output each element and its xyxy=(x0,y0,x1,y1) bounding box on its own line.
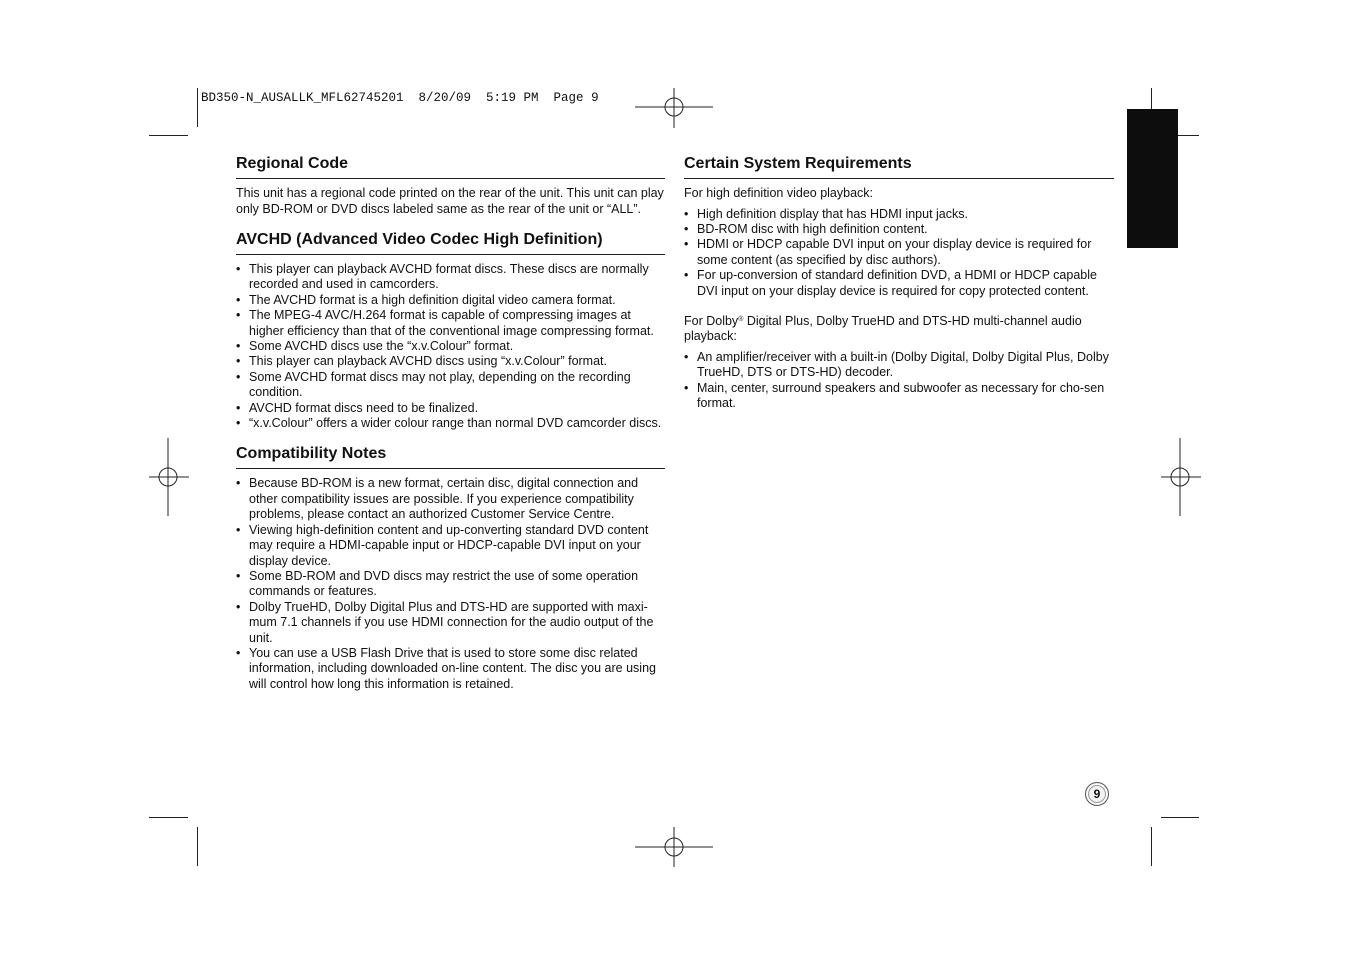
crop-mark-bottom-right-horizontal xyxy=(1161,817,1199,818)
registration-mark-right-icon xyxy=(1161,438,1201,516)
list-item: • Because BD-ROM is a new format, certain disc, digital connection and other compatibility issues are possible. If you experience compatibility problems, please contact an authorized Customer Service Centre. xyxy=(236,476,665,522)
page-number: 9 xyxy=(1085,782,1109,806)
list-item: • “x.v.Colour” offers a wider colour range than normal DVD camcorder discs. xyxy=(236,416,665,431)
list-item: • HDMI or HDCP capable DVI input on your display device is required for some content (as specified by disc authors). xyxy=(684,237,1114,268)
registered-mark: ® xyxy=(738,315,744,323)
list-item: • This player can playback AVCHD format discs. These discs are normally recorded and used in camcorders. xyxy=(236,262,665,293)
registration-mark-left-icon xyxy=(149,438,189,516)
list-item: • Dolby TrueHD, Dolby Digital Plus and DTS-HD are supported with maxi-mum 7.1 channels if you use HDMI connection for the audio output of the unit. xyxy=(236,600,665,646)
print-slug-line: BD350-N_AUSALLK_MFL62745201 8/20/09 5:19 PM Page 9 xyxy=(201,91,599,105)
compatibility-list xyxy=(236,476,665,692)
compatibility-notes-heading: Compatibility Notes xyxy=(236,445,665,469)
audio-playback-intro xyxy=(684,314,1114,345)
avchd-list xyxy=(236,262,665,431)
registration-mark-top-icon xyxy=(635,88,713,128)
list-item: • AVCHD format discs need to be finalized. xyxy=(236,401,665,416)
list-item: • You can use a USB Flash Drive that is used to store some disc related information, including downloaded on-line content. The disc you are using will control how long this information is retained. xyxy=(236,646,665,692)
list-item: • Main, center, surround speakers and subwoofer as necessary for cho-sen format. xyxy=(684,381,1114,412)
list-item: • Some AVCHD format discs may not play, depending on the recording condition. xyxy=(236,370,665,401)
video-playback-intro: For high definition video playback: xyxy=(684,186,874,200)
crop-mark-top-left-vertical xyxy=(197,88,198,127)
avchd-section xyxy=(236,231,665,431)
list-item: • High definition display that has HDMI input jacks. xyxy=(684,207,1114,222)
chapter-tab xyxy=(1127,109,1178,248)
list-item: • Some BD-ROM and DVD discs may restrict the use of some operation commands or features. xyxy=(236,569,665,600)
list-item: • Viewing high-definition content and up-converting standard DVD content may require a HDMI-capable input or HDCP-capable DVI input on your display device. xyxy=(236,523,665,569)
left-column xyxy=(236,155,665,692)
audio-requirements-list xyxy=(684,350,1114,412)
crop-mark-bottom-right-vertical xyxy=(1151,827,1152,866)
system-requirements-section xyxy=(684,155,1114,412)
list-item: • The MPEG-4 AVC/H.264 format is capable of compressing images at higher efficiency than that of the conventional image compressing format. xyxy=(236,308,665,339)
regional-code-section xyxy=(236,155,665,217)
list-item: • This player can playback AVCHD discs using “x.v.Colour” format. xyxy=(236,354,665,369)
system-requirements-heading: Certain System Requirements xyxy=(684,155,1114,179)
list-item: • BD-ROM disc with high definition content. xyxy=(684,222,1114,237)
crop-mark-bottom-left-horizontal xyxy=(149,817,188,818)
video-requirements-list xyxy=(684,207,1114,299)
compatibility-notes-section xyxy=(236,445,665,692)
audio-intro-prefix: For Dolby xyxy=(684,313,739,328)
list-item: • An amplifier/receiver with a built-in (Dolby Digital, Dolby Digital Plus, Dolby TrueHD, DTS or DTS-HD) decoder. xyxy=(684,350,1114,381)
registration-mark-bottom-icon xyxy=(635,827,713,867)
list-item: • For up-conversion of standard definition DVD, a HDMI or HDCP capable DVI input on your display device is required for copy protected content. xyxy=(684,268,1114,299)
list-item: • Some AVCHD discs use the “x.v.Colour” format. xyxy=(236,339,665,354)
crop-mark-top-left-horizontal xyxy=(149,135,188,136)
regional-code-heading: Regional Code xyxy=(236,155,665,179)
list-item: • The AVCHD format is a high definition digital video camera format. xyxy=(236,293,665,308)
regional-code-text: This unit has a regional code printed on the rear of the unit. This unit can play only BD-ROM or DVD discs labeled same as the rear of the unit or “ALL”. xyxy=(236,186,664,216)
crop-mark-bottom-left-vertical xyxy=(197,827,198,866)
right-column xyxy=(684,155,1114,412)
audio-intro-suffix: Digital Plus, Dolby TrueHD and DTS-HD multi-channel audio playback: xyxy=(684,313,1082,344)
avchd-heading: AVCHD (Advanced Video Codec High Definition) xyxy=(236,231,665,255)
